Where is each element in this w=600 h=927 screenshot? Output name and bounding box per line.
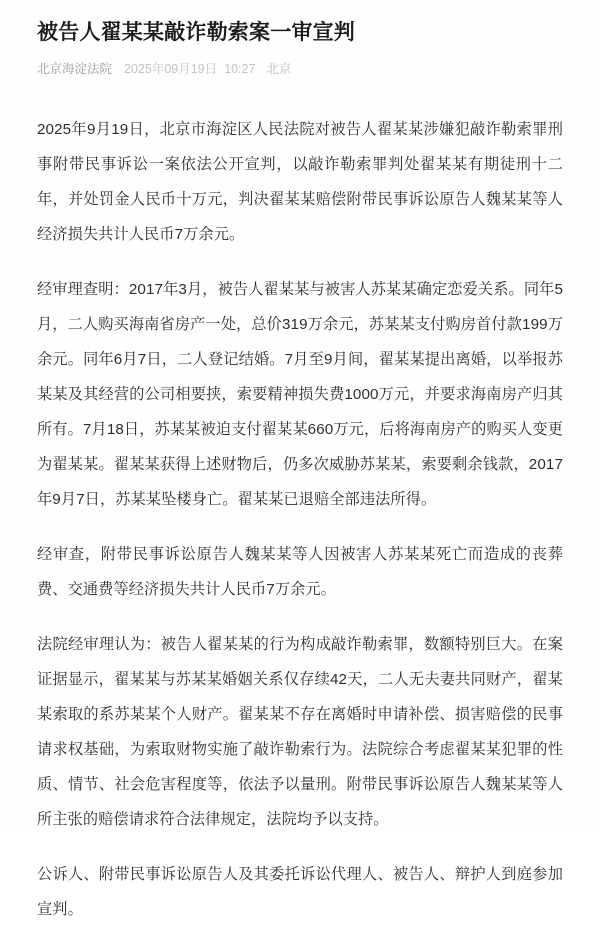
article-body — [37, 112, 563, 927]
article-meta — [37, 60, 563, 78]
publisher-account-name[interactable]: 北京海淀法院 — [37, 62, 113, 76]
article-paragraph: 公诉人、附带民事诉讼原告人及其委托诉讼代理人、被告人、辩护人到庭参加宣判。 — [37, 866, 563, 918]
article-paragraph: 法院经审理认为：被告人翟某某的行为构成敲诈勒索罪，数额特别巨大。在案证据显示，翟某某与苏某某婚姻关系仅存续42天，二人无夫妻共同财产，翟某某索取的系苏某某个人财产。翟某某不存在离婚时申请补偿、损害赔偿的民事请求权基础，为索取财物实施了敲诈勒索行为。法院综合考虑翟某某犯罪的性质、情节、社会危害程度等，依法予以量刑。附带民事诉讼原告人魏某某等人所主张的赔偿请求符合法律规定，法院均予以支持。 — [37, 636, 563, 828]
publish-date: 2025年09月19日 — [124, 62, 218, 76]
article-paragraph: 经审查，附带民事诉讼原告人魏某某等人因被害人苏某某死亡而造成的丧葬费、交通费等经济损失共计人民币7万余元。 — [37, 546, 563, 598]
publish-time: 10:27 — [224, 62, 256, 76]
page-title: 被告人翟某某敲诈勒索案一审宣判 — [37, 21, 355, 44]
publish-location: 北京 — [266, 62, 292, 76]
article-paragraph: 2025年9月19日，北京市海淀区人民法院对被告人翟某某涉嫌犯敲诈勒索罪刑事附带民事诉讼一案依法公开宣判，以敲诈勒索罪判处翟某某有期徒刑十二年，并处罚金人民币十万元，判决翟某某赔偿附带民事诉讼原告人魏某某等人经济损失共计人民币7万余元。 — [37, 121, 563, 243]
article-paragraph: 经审理查明：2017年3月，被告人翟某某与被害人苏某某确定恋爱关系。同年5月，二人购买海南省房产一处，总价319万余元，苏某某支付购房首付款199万余元。同年6月7日，二人登记结婚。7月至9月间，翟某某提出离婚，以举报苏某某及其经营的公司相要挟，索要精神损失费1000万元，并要求海南房产归其所有。7月18日，苏某某被迫支付翟某某660万元，后将海南房产的购买人变更为翟某某。翟某某获得上述财物后，仍多次威胁苏某某，索要剩余钱款，2017年9月7日，苏某某坠楼身亡。翟某某已退赔全部违法所得。 — [37, 281, 563, 508]
